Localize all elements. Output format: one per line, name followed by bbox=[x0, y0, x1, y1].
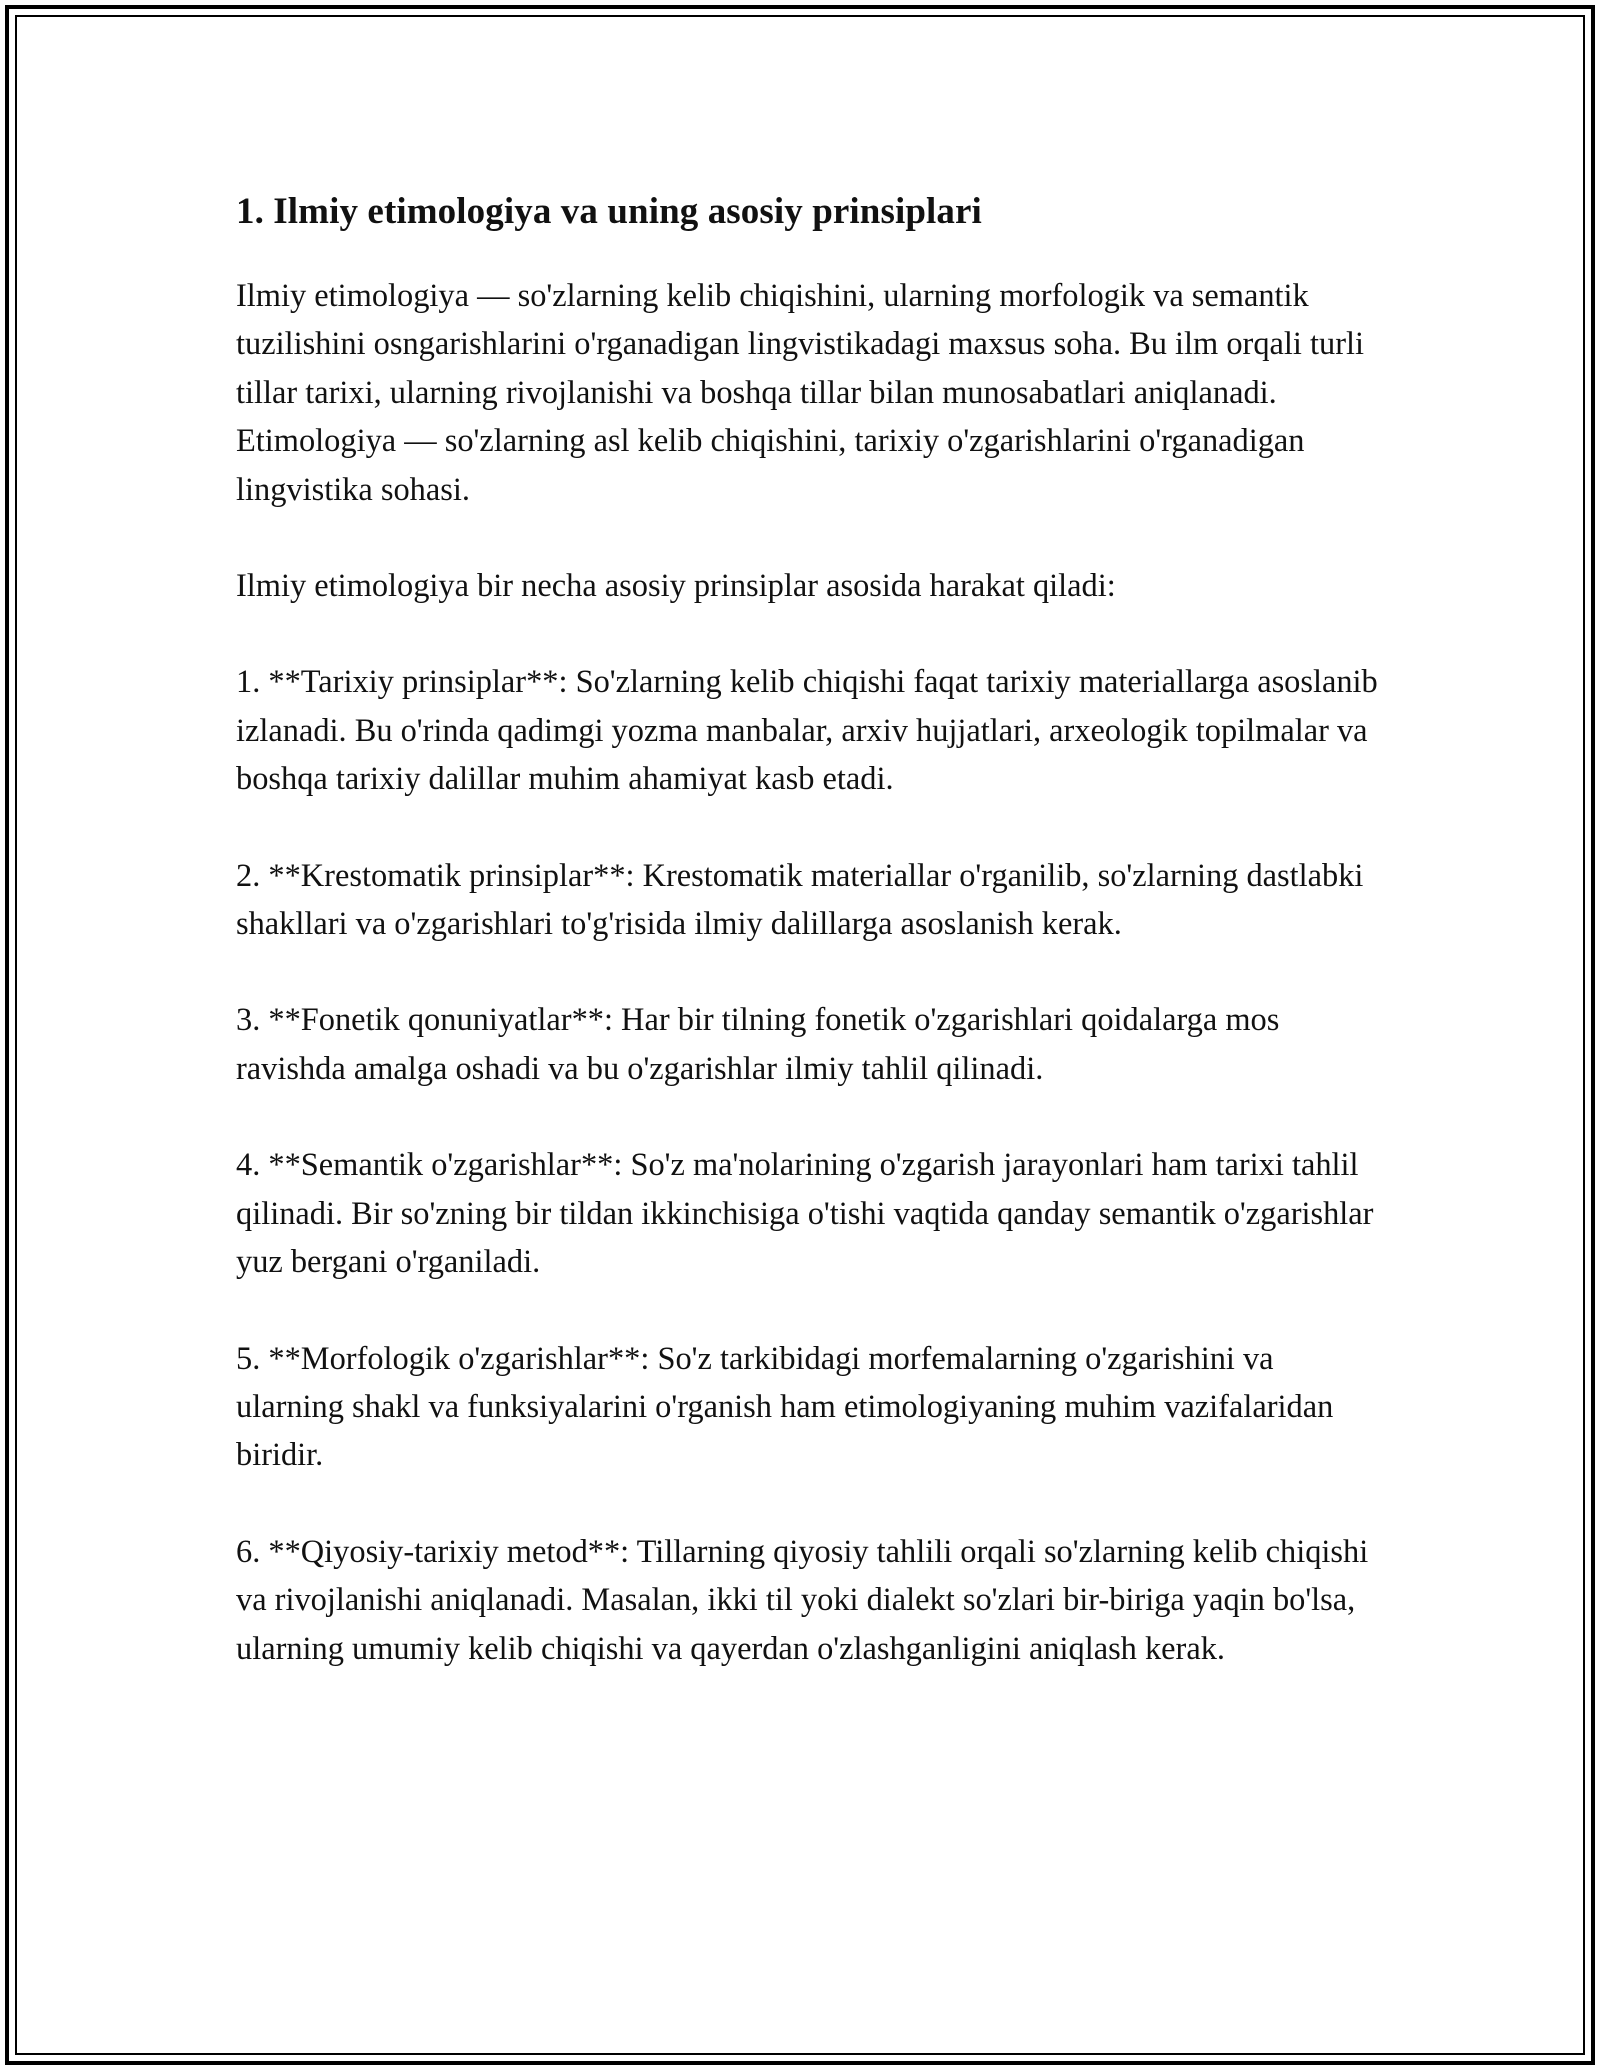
principles-intro-paragraph: Ilmiy etimologiya bir necha asosiy prinsiplar asosida harakat qiladi: bbox=[236, 568, 1116, 605]
document-body bbox=[236, 188, 1386, 1673]
principle-item-semantic: 4. **Semantik o'zgarishlar**: So'z ma'nolarining o'zgarish jarayonlari ham tarixi tahlil qilinadi. Bir so'zning bir tildan ikkinchisiga o'tishi vaqtida qanday semantik o'zgarishlar yuz bergani o'rganiladi. bbox=[236, 1147, 1374, 1281]
principle-item-historical: 1. **Tarixiy prinsiplar**: So'zlarning kelib chiqishi faqat tarixiy materiallarga asoslanib izlanadi. Bu o'rinda qadimgi yozma manbalar, arxiv hujjatlari, arxeologik topilmalar va boshqa tarixiy dalillar muhim ahamiyat kasb etadi. bbox=[236, 664, 1378, 798]
principle-item-morphological: 5. **Morfologik o'zgarishlar**: So'z tarkibidagi morfemalarning o'zgarishini va ularning shakl va funksiyalarini o'rganish ham etimologiyaning muhim vazifalaridan biridir. bbox=[236, 1340, 1334, 1474]
principle-item-phonetic: 3. **Fonetik qonuniyatlar**: Har bir tilning fonetik o'zgarishlari qoidalarga mos ravishda amalga oshadi va bu o'zgarishlar ilmiy tahlil qilinadi. bbox=[236, 1002, 1280, 1087]
document-title: 1. Ilmiy etimologiya va uning asosiy prinsiplari bbox=[236, 191, 982, 232]
principle-item-chrestomathic: 2. **Krestomatik prinsiplar**: Krestomatik materiallar o'rganilib, so'zlarning dastlabki shakllari va o'zgarishlari to'g'risida ilmiy dalillarga asoslanish kerak. bbox=[236, 857, 1364, 943]
intro-paragraph: Ilmiy etimologiya — so'zlarning kelib chiqishini, ularning morfologik va semantik tuzilishini osngarishlarini o'rganadigan lingvistikadagi maxsus soha. Bu ilm orqali turli tillar tarixi, ularning rivojlanishi va boshqa tillar bilan munosabatlari aniqlanadi. Etimologiya — so'zlarning asl kelib chiqishini, tarixiy o'zgarishlarini o'rganadigan lingvistika sohasi. bbox=[236, 278, 1364, 508]
principle-item-comparative: 6. **Qiyosiy-tarixiy metod**: Tillarning qiyosiy tahlili orqali so'zlarning kelib chiqishi va rivojlanishi aniqlanadi. Masalan, ikki til yoki dialekt so'zlari bir-biriga yaqin bo'lsa, ularning umumiy kelib chiqishi va qayerdan o'zlashganligini aniqlash kerak. bbox=[236, 1533, 1369, 1667]
